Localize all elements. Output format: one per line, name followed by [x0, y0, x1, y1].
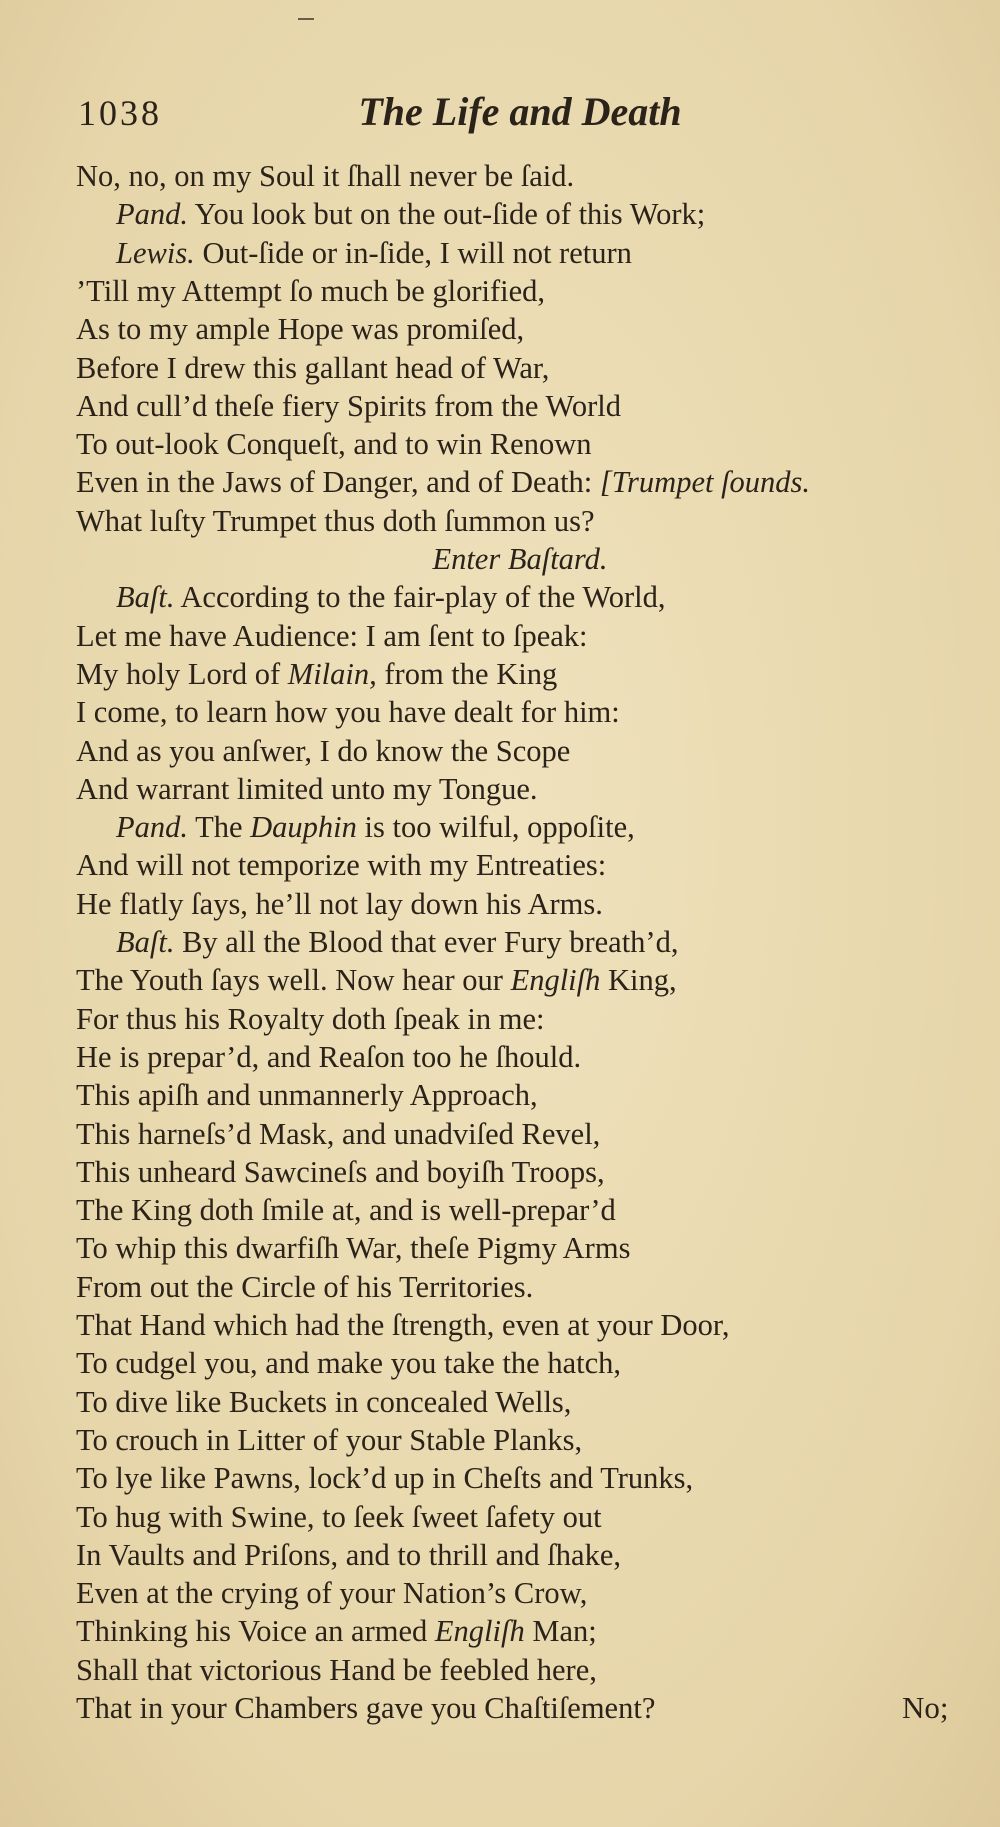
- text-line: [116, 579, 665, 615]
- text-line: [76, 1192, 616, 1228]
- text-segment: To crouch in Litter of your Stable Planks,: [76, 1422, 583, 1457]
- text-line: [116, 196, 705, 232]
- text-line: [76, 1230, 630, 1266]
- text-segment: The Youth ſays well. Now hear our: [76, 963, 511, 998]
- page-number: 1038: [78, 93, 162, 133]
- italic-text: Dauphin: [250, 810, 357, 845]
- text-segment: The King doth ſmile at, and is well-prepar’d: [76, 1193, 616, 1228]
- italic-text: Engliſh: [510, 963, 601, 998]
- italic-text: Pand.: [116, 197, 189, 232]
- text-segment: Even at the crying of your Nation’s Crow,: [76, 1576, 588, 1611]
- text-line: [76, 311, 524, 347]
- text-line: [76, 1077, 538, 1113]
- text-segment: To dive like Buckets in concealed Wells,: [76, 1384, 572, 1419]
- italic-text: Baſt.: [116, 925, 175, 959]
- text-segment: In Vaults and Priſons, and to thrill and ſhake,: [76, 1537, 621, 1572]
- text-segment: To out-look Conqueſt, and to win Renown: [76, 427, 592, 462]
- text-segment: And cull’d theſe fiery Spirits from the World: [76, 388, 622, 423]
- text-segment: To hug with Swine, to ſeek ſweet ſafety out: [76, 1499, 602, 1534]
- text-segment: Let me have Audience: I am ſent to ſpeak:: [76, 618, 588, 653]
- text-segment: Out-ſide or in-ſide, I will not return: [194, 235, 632, 270]
- italic-text: Baſt.: [116, 580, 175, 615]
- text-line: [76, 158, 574, 194]
- text-segment: The: [188, 810, 251, 845]
- text-segment: No, no, on my Soul it ſhall never be ſaid.: [76, 159, 575, 193]
- text-line: [76, 1001, 545, 1037]
- italic-text: Lewis.: [116, 235, 195, 270]
- text-segment: To cudgel you, and make you take the hatch,: [76, 1346, 621, 1381]
- text-segment: For thus his Royalty doth ſpeak in me:: [76, 1001, 545, 1036]
- text-line: [116, 809, 635, 845]
- text-segment: Shall that victorious Hand be feebled here,: [76, 1652, 597, 1687]
- text-segment: By all the Blood that ever Fury breath’d,: [174, 925, 679, 959]
- text-segment: That in your Chambers gave you Chaſtiſement?: [76, 1691, 656, 1725]
- text-segment: This unheard Sawcineſs and boyiſh Troops,: [76, 1154, 605, 1189]
- catchword: No;: [902, 1690, 949, 1725]
- text-segment: He is prepar’d, and Reaſon too he ſhould.: [76, 1039, 582, 1074]
- text-line: [76, 1575, 587, 1611]
- text-line: [76, 388, 621, 424]
- text-line: [76, 426, 591, 462]
- text-segment: Before I drew this gallant head of War,: [76, 350, 550, 385]
- text-line: [76, 656, 557, 692]
- text-segment: ’Till my Attempt ſo much be glorified,: [76, 273, 546, 308]
- text-line: [76, 618, 588, 654]
- text-segment: And as you anſwer, I do know the Scope: [76, 733, 571, 768]
- text-segment: And will not temporize with my Entreaties:: [76, 848, 607, 883]
- text-line: [76, 771, 538, 807]
- text-line: [76, 1652, 597, 1688]
- text-line: [76, 1613, 597, 1649]
- text-segment: What luſty Trumpet thus doth ſummon us?: [76, 503, 595, 538]
- text-line: [76, 1690, 655, 1726]
- text-segment: You look but on the out-ſide of this Work;: [188, 197, 706, 232]
- text-line: [76, 503, 595, 539]
- text-line: [76, 1422, 582, 1458]
- stage-direction: [0, 541, 1000, 577]
- text-segment: Even in the Jaws of Danger, and of Death:: [76, 465, 600, 500]
- text-segment: To lye like Pawns, lock’d up in Cheſts and Trunks,: [76, 1461, 694, 1496]
- text-segment: I come, to learn how you have dealt for him:: [76, 695, 620, 730]
- text-line: [76, 886, 603, 922]
- text-segment: Thinking his Voice an armed: [76, 1614, 435, 1649]
- text-segment: King,: [600, 963, 677, 998]
- text-segment: My holy Lord of: [76, 656, 288, 691]
- text-line: [116, 924, 678, 960]
- text-segment: Man;: [524, 1614, 597, 1649]
- text-line: [76, 847, 606, 883]
- text-line: [76, 350, 549, 386]
- text-line: [76, 1039, 581, 1075]
- text-line: [76, 273, 545, 309]
- italic-text: [Trumpet ſounds.: [599, 465, 811, 500]
- text-segment: From out the Circle of his Territories.: [76, 1269, 534, 1304]
- text-line: [76, 1499, 602, 1535]
- text-line: [76, 1460, 693, 1496]
- text-segment: This harneſs’d Mask, and unadviſed Revel,: [76, 1116, 601, 1151]
- text-line: [76, 1384, 571, 1420]
- text-line: [76, 1269, 533, 1305]
- text-line: [76, 464, 810, 500]
- text-line: [76, 1116, 600, 1152]
- text-segment: And warrant limited unto my Tongue.: [76, 771, 538, 806]
- text-line: [76, 1537, 621, 1573]
- text-segment: from the King: [376, 656, 558, 691]
- text-segment: To whip this dwarfiſh War, theſe Pigmy Arms: [76, 1231, 631, 1266]
- text-segment: is too wilful, oppoſite,: [356, 810, 635, 845]
- text-segment: He flatly ſays, he’ll not lay down his Arms.: [76, 886, 603, 921]
- italic-text: Engliſh: [434, 1614, 525, 1649]
- text-line: [76, 694, 620, 730]
- text-line: [76, 962, 677, 998]
- text-segment: As to my ample Hope was promiſed,: [76, 312, 525, 347]
- text-segment: That Hand which had the ſtrength, even at your Door,: [76, 1308, 730, 1342]
- running-title: The Life and Death: [358, 89, 682, 134]
- page-mark: [298, 18, 314, 20]
- italic-text: Enter Baſtard.: [432, 542, 608, 576]
- text-line: [76, 1154, 605, 1190]
- italic-text: Milain,: [287, 656, 377, 691]
- italic-text: Pand.: [116, 810, 189, 845]
- text-line: [76, 733, 570, 769]
- text-segment: According to the fair-play of the World,: [174, 580, 666, 615]
- text-segment: This apiſh and unmannerly Approach,: [76, 1078, 538, 1113]
- text-line: [76, 1345, 621, 1381]
- text-line: [76, 1307, 730, 1343]
- text-line: [116, 235, 632, 271]
